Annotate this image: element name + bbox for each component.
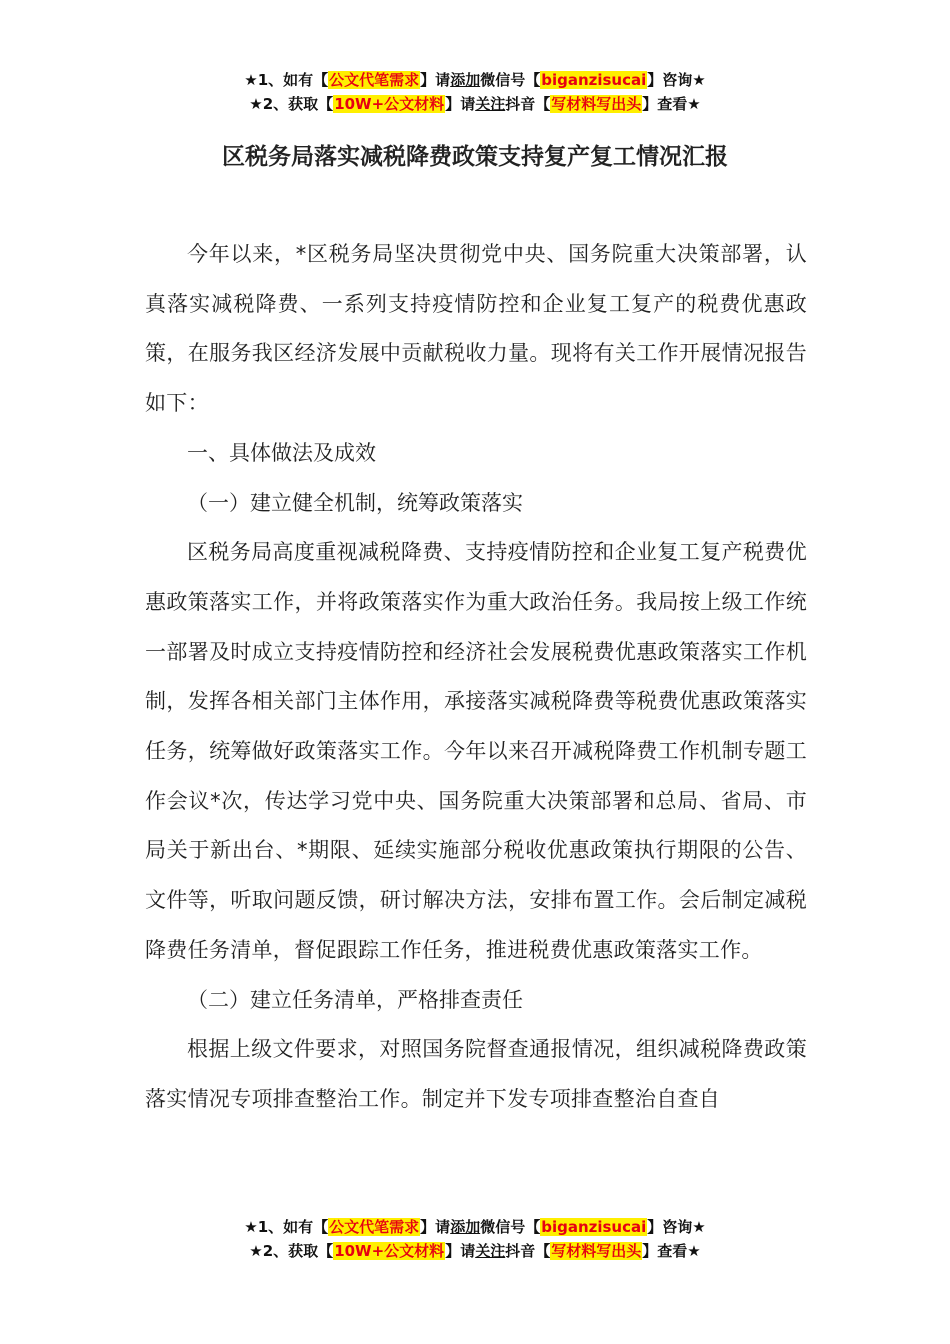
promo-text: ★2、获取【 xyxy=(249,1242,334,1260)
document-title: 区税务局落实减税降费政策支持复产复工情况汇报 xyxy=(222,144,728,170)
promo-underline: 添加 xyxy=(450,71,481,89)
promo-highlight: 公文代笔需求 xyxy=(329,1218,420,1236)
promo-highlight: biganzisucai xyxy=(541,1218,647,1236)
promo-text: 抖音【 xyxy=(505,95,551,113)
promo-text: ★2、获取【 xyxy=(249,95,334,113)
promo-banner-bottom xyxy=(0,1215,950,1263)
promo-underline: 关注 xyxy=(475,1242,506,1260)
promo-highlight: 公文代笔需求 xyxy=(329,71,420,89)
promo-line-1 xyxy=(0,68,950,92)
promo-line-2 xyxy=(0,92,950,116)
promo-text: 】请 xyxy=(445,1242,476,1260)
body-paragraph: 根据上级文件要求，对照国务院督查通报情况，组织减税降费政策落实情况专项排查整治工作。制定并下发专项排查整治自查自 xyxy=(145,1037,807,1111)
promo-highlight: 10W+公文材料 xyxy=(334,95,445,113)
promo-text: 】请 xyxy=(420,71,451,89)
document-body xyxy=(145,230,807,1125)
promo-text: 】查看★ xyxy=(642,95,701,113)
subsection-heading: （二）建立任务清单，严格排查责任 xyxy=(187,987,523,1012)
subsection-heading: （一）建立健全机制，统筹政策落实 xyxy=(187,490,523,515)
promo-text: 微信号【 xyxy=(480,71,541,89)
promo-highlight: 10W+公文材料 xyxy=(334,1242,445,1260)
promo-banner-top xyxy=(0,68,950,116)
promo-text: 】咨询★ xyxy=(647,1218,706,1236)
promo-underline: 关注 xyxy=(475,95,506,113)
promo-text: 微信号【 xyxy=(480,1218,541,1236)
promo-highlight: 写材料写出头 xyxy=(551,95,642,113)
promo-text: 抖音【 xyxy=(505,1242,551,1260)
promo-line-2 xyxy=(0,1239,950,1263)
promo-highlight: biganzisucai xyxy=(541,71,647,89)
promo-line-1 xyxy=(0,1215,950,1239)
promo-text: 】请 xyxy=(445,95,476,113)
promo-text: ★1、如有【 xyxy=(244,1218,329,1236)
promo-text: 】请 xyxy=(420,1218,451,1236)
body-paragraph: 区税务局高度重视减税降费、支持疫情防控和企业复工复产税费优惠政策落实工作，并将政策落实作为重大政治任务。我局按上级工作统一部署及时成立支持疫情防控和经济社会发展税费优惠政策落实工作机制，发挥各相关部门主体作用，承接落实减税降费等税费优惠政策落实任务，统筹做好政策落实工作。今年以来召开减税降费工作机制专题工作会议*次，传达学习党中央、国务院重大决策部署和总局、省局、市局关于新出台、*期限、延续实施部分税收优惠政策执行期限的公告、文件等，听取问题反馈，研讨解决方法，安排布置工作。会后制定减税降费任务清单，督促跟踪工作任务，推进税费优惠政策落实工作。 xyxy=(145,540,807,962)
intro-paragraph: 今年以来，*区税务局坚决贯彻党中央、国务院重大决策部署，认真落实减税降费、一系列支持疫情防控和企业复工复产的税费优惠政策，在服务我区经济发展中贡献税收力量。现将有关工作开展情况报告如下： xyxy=(145,242,807,416)
promo-underline: 添加 xyxy=(450,1218,481,1236)
section-heading: 一、具体做法及成效 xyxy=(187,440,376,465)
promo-text: 】咨询★ xyxy=(647,71,706,89)
promo-text: 】查看★ xyxy=(642,1242,701,1260)
promo-text: ★1、如有【 xyxy=(244,71,329,89)
promo-highlight: 写材料写出头 xyxy=(551,1242,642,1260)
